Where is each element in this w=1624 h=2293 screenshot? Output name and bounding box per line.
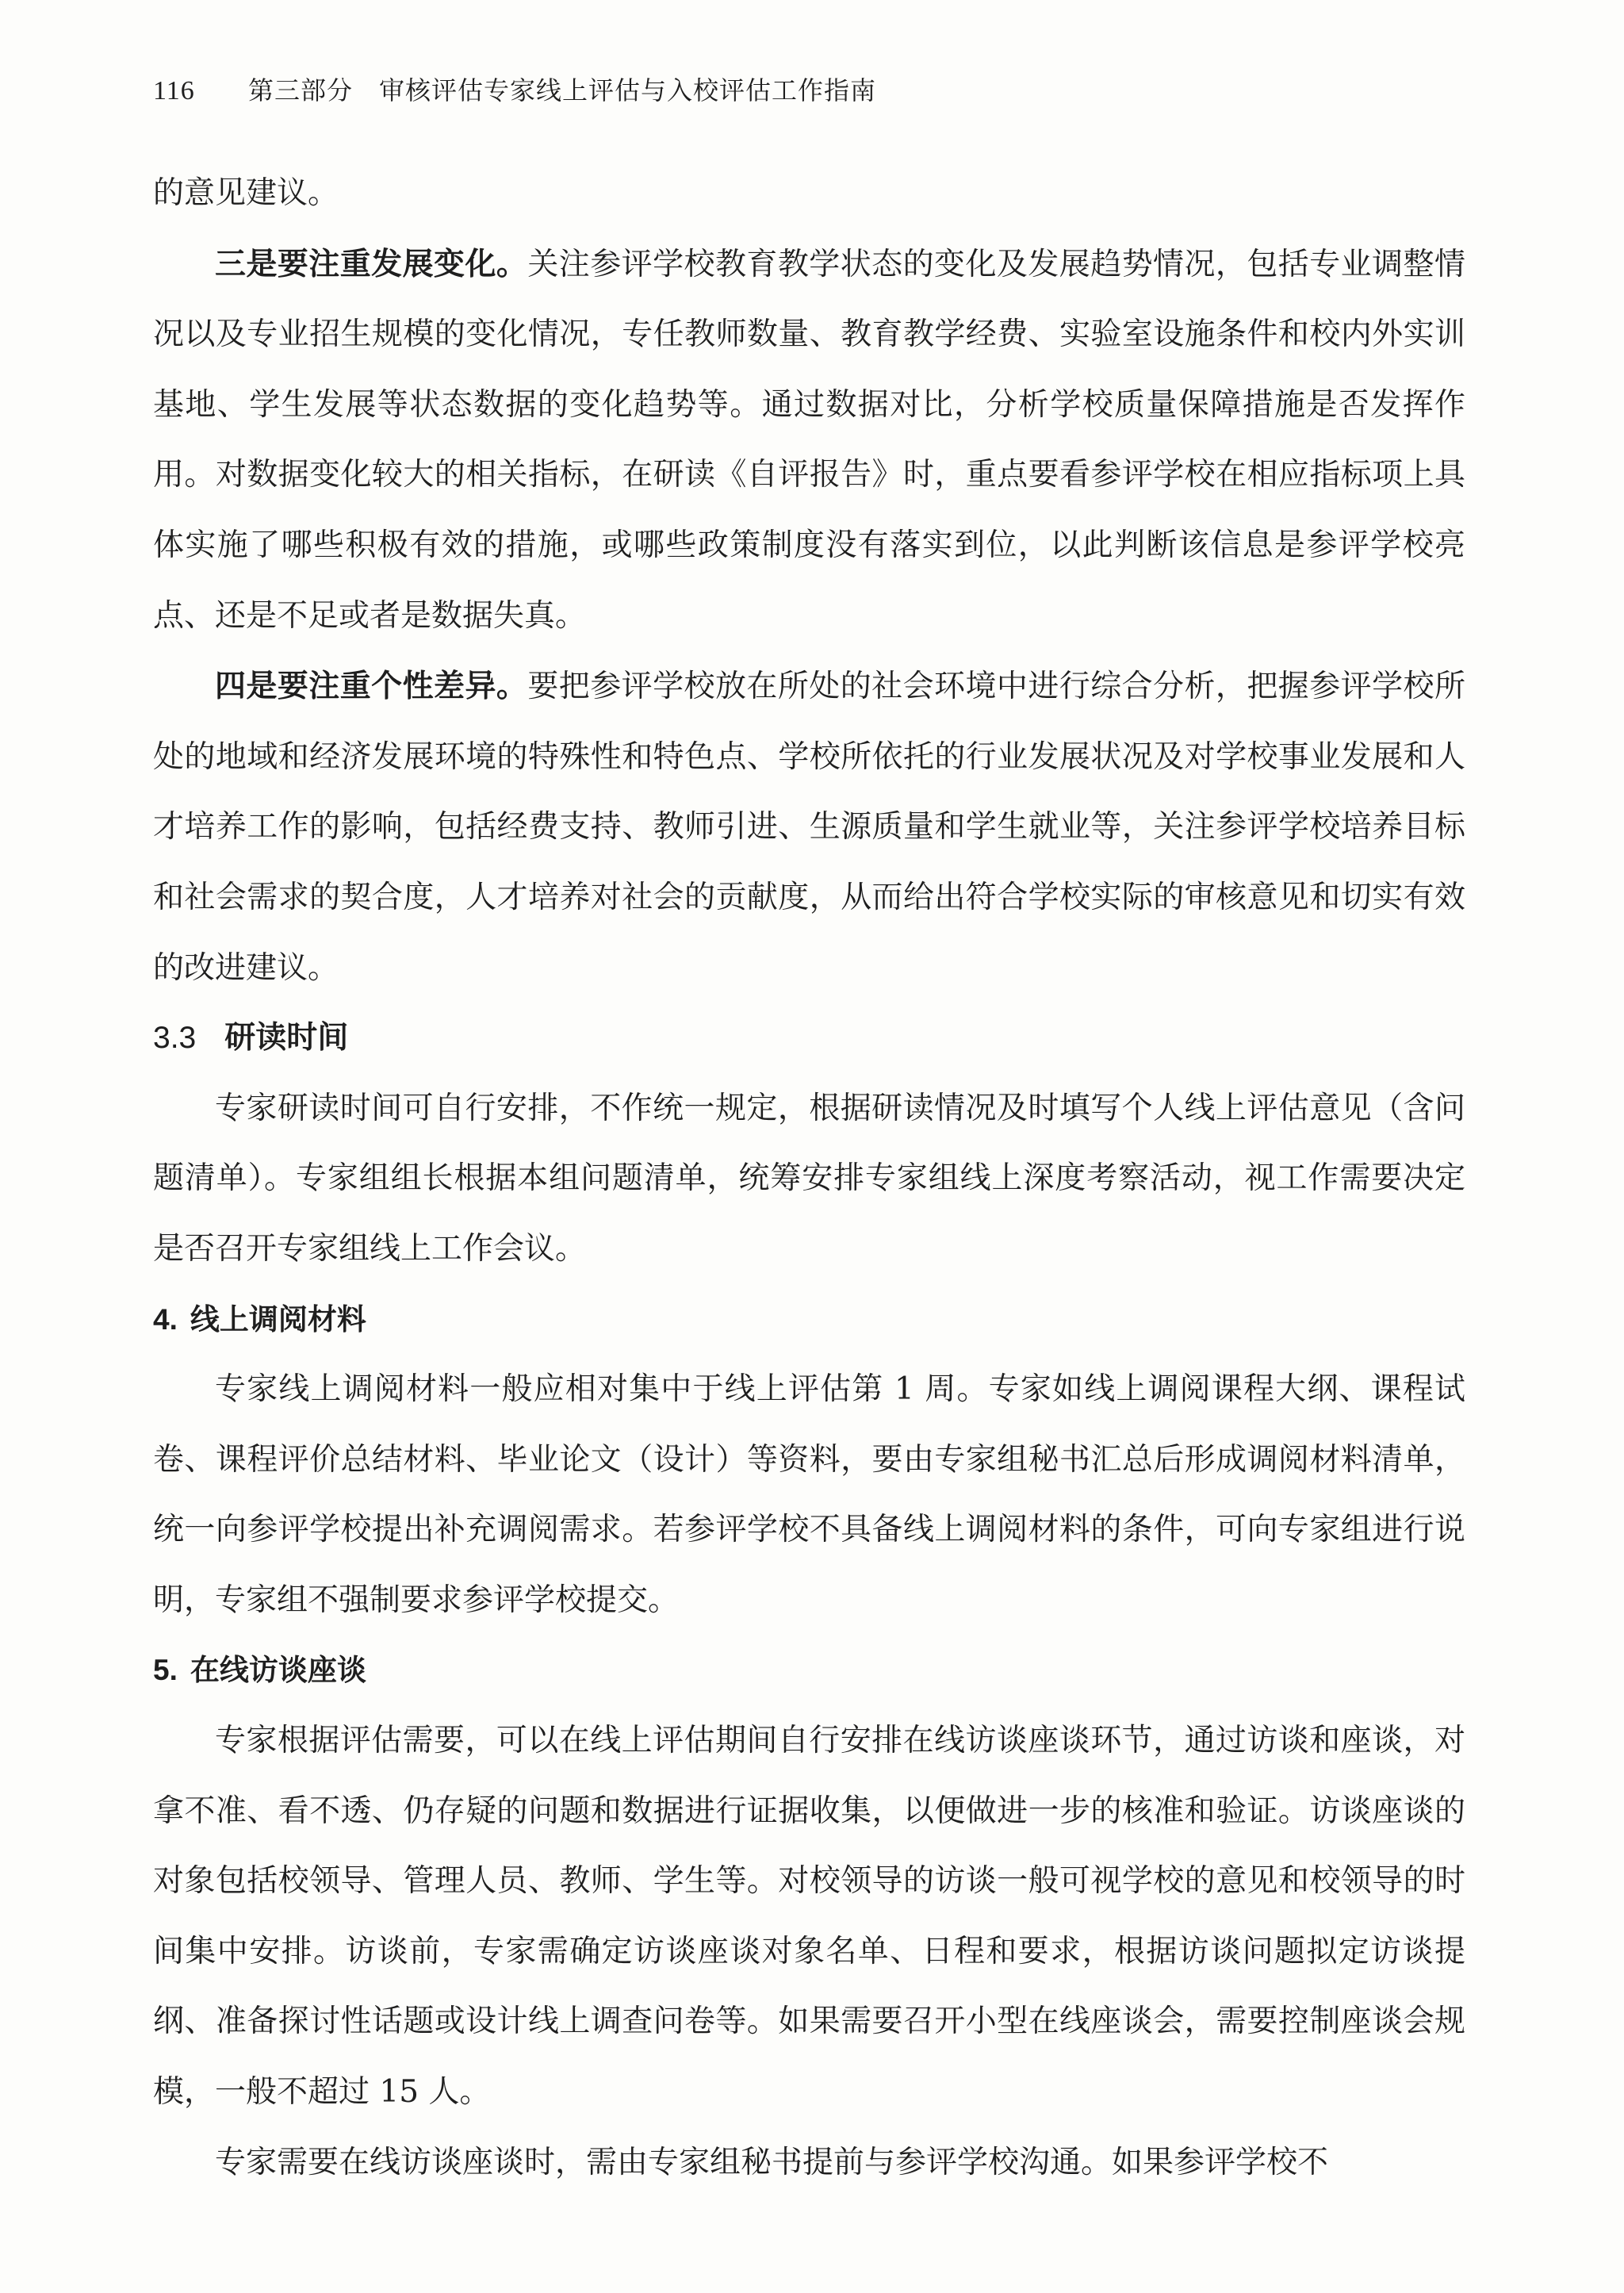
section-title: 研读时间 — [224, 1020, 349, 1056]
section-heading-4 — [153, 1285, 1465, 1355]
paragraph-body: 关注参评学校教育教学状态的变化及发展趋势情况，包括专业调整情况以及专业招生规模的变化情况，专任教师数量、教育教学经费、实验室设施条件和校内外实训基地、学生发展等状态数据的变化趋势等。通过数据对比，分析学校质量保障措施是否发挥作用。对数据变化较大的相关指标，在研读《自评报告》时，重点要看参评学校在相应指标项上具体实施了哪些积极有效的措施，或哪些政策制度没有落实到位，以此判断该信息是参评学校亮点、还是不足或者是数据失真。 — [153, 246, 1465, 634]
section-number: 3.3 — [153, 1021, 197, 1056]
section-number: 5. — [153, 1654, 178, 1687]
paragraph-online-materials: 专家线上调阅材料一般应相对集中于线上评估第 1 周。专家如线上调阅课程大纲、课程试卷、课程评价总结材料、毕业论文（设计）等资料，要由专家组秘书汇总后形成调阅材料清单，统一向参评学校提出补充调阅需求。若参评学校不具备线上调阅材料的条件，可向专家组进行说明，专家组不强制要求参评学校提交。 — [153, 1371, 1465, 1618]
section-number: 4. — [153, 1302, 178, 1336]
paragraph-continuation: 的意见建议。 — [153, 175, 339, 211]
section-heading-5 — [153, 1635, 1465, 1706]
paragraph-individual-difference — [153, 651, 1465, 1003]
paragraph-body: 要把参评学校放在所处的社会环境中进行综合分析，把握参评学校所处的地域和经济发展环境的特殊性和特色点、学校所依托的行业发展状况及对学校事业发展和人才培养工作的影响，包括经费支持、教师引进、生源质量和学生就业等，关注参评学校培养目标和社会需求的契合度，人才培养对社会的贡献度，从而给出符合学校实际的审核意见和切实有效的改进建议。 — [153, 669, 1465, 986]
paragraph-lead: 四是要注重个性差异。 — [215, 668, 528, 705]
running-title: 第三部分 审核评估专家线上评估与入校评估工作指南 — [248, 75, 877, 105]
section-title: 线上调阅材料 — [190, 1302, 366, 1336]
section-title: 在线访谈座谈 — [190, 1653, 366, 1688]
page-number: 116 — [153, 76, 195, 105]
body-text — [153, 159, 1465, 2198]
paragraph-online-interviews: 专家根据评估需要，可以在线上评估期间自行安排在线访谈座谈环节，通过访谈和座谈，对拿不准、看不透、仍存疑的问题和数据进行证据收集，以便做进一步的核准和验证。访谈座谈的对象包括校领导、管理人员、教师、学生等。对校领导的访谈一般可视学校的意见和校领导的时间集中安排。访谈前，专家需确定访谈座谈对象名单、日程和要求，根据访谈问题拟定访谈提纲、准备探讨性话题或设计线上调查问卷等。如果需要召开小型在线座谈会，需要控制座谈会规模，一般不超过 15 人。 — [153, 1723, 1465, 2111]
paragraph-development-change — [153, 229, 1465, 652]
section-heading-3-3 — [153, 1003, 1465, 1074]
running-header — [153, 73, 876, 109]
paragraph-lead: 三是要注重发展变化。 — [215, 245, 528, 282]
paragraph-reading-time: 专家研读时间可自行安排，不作统一规定，根据研读情况及时填写个人线上评估意见（含问题清单）。专家组组长根据本组问题清单，统筹安排专家组线上深度考察活动，视工作需要决定是否召开专家组线上工作会议。 — [153, 1090, 1465, 1267]
paragraph-interview-coordination: 专家需要在线访谈座谈时，需由专家组秘书提前与参评学校沟通。如果参评学校不 — [215, 2144, 1329, 2180]
